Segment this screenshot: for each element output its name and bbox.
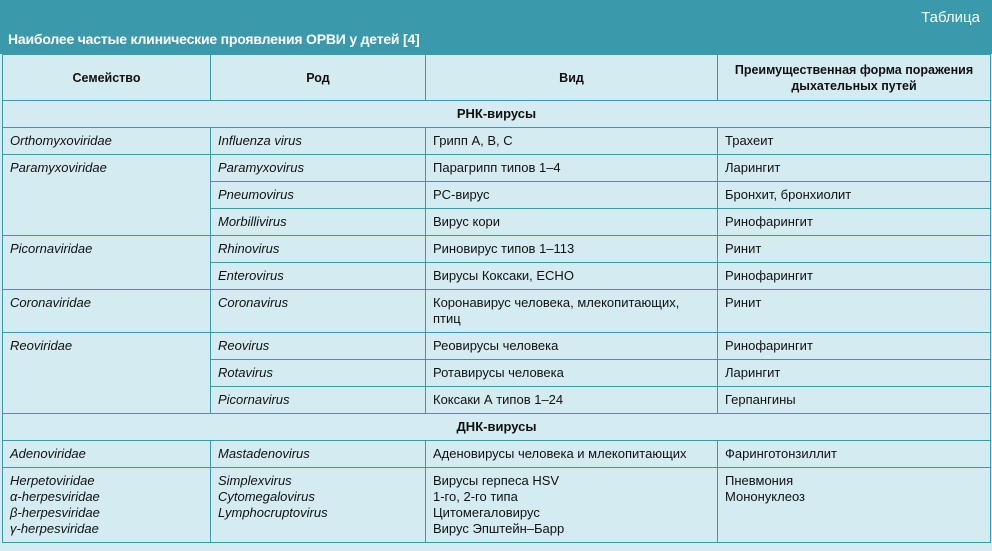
cell-species: Парагрипп типов 1–4 [426, 155, 718, 182]
cell-species: Ротавирусы человека [426, 360, 718, 387]
cell-genus: Rhinovirus [211, 236, 426, 263]
table-row [3, 236, 991, 263]
cell-genus: Mastadenovirus [211, 441, 426, 468]
cell-genus: Coronavirus [211, 290, 426, 333]
form-item: Мононуклеоз [725, 489, 805, 504]
cell-species: Коксаки А типов 1–24 [426, 387, 718, 414]
cell-genus: Paramyxovirus [211, 155, 426, 182]
cell-species: PC-вирус [426, 182, 718, 209]
cell-genus: Picornavirus [211, 387, 426, 414]
cell-family: Orthomyxoviridae [3, 128, 211, 155]
family-item: α-herpesviridae [10, 489, 100, 504]
cell-species: Вирусы Коксаки, ECHO [426, 263, 718, 290]
cell-species-list [426, 468, 718, 543]
table-header-bar [0, 0, 992, 54]
cell-family: Reoviridae [3, 333, 211, 414]
species-item: 1-го, 2-го типа [433, 489, 518, 504]
section-title-rna: РНК-вирусы [3, 101, 991, 128]
cell-form: Ринофарингит [718, 333, 991, 360]
cell-form: Бронхит, бронхиолит [718, 182, 991, 209]
table-row-herpes [3, 468, 991, 543]
family-item: γ-herpesviridae [10, 521, 99, 536]
column-header-genus: Род [211, 55, 426, 101]
species-item: Вирусы герпеса HSV [433, 473, 560, 488]
cell-species: Реовирусы человека [426, 333, 718, 360]
table-row [3, 128, 991, 155]
cell-species: Коронавирус человека, млекопитающих, птиц [426, 290, 718, 333]
column-header-species: Вид [426, 55, 718, 101]
table-row [3, 290, 991, 333]
cell-form: Ринит [718, 236, 991, 263]
cell-family: Picornaviridae [3, 236, 211, 290]
cell-family-list [3, 468, 211, 543]
cell-genus: Reovirus [211, 333, 426, 360]
virus-table [2, 54, 991, 543]
genus-item: Cytomegalovirus [218, 489, 315, 504]
cell-form: Ринит [718, 290, 991, 333]
form-item: Пневмония [725, 473, 794, 488]
cell-species: Грипп А, В, С [426, 128, 718, 155]
cell-form: Герпангины [718, 387, 991, 414]
cell-form: Трахеит [718, 128, 991, 155]
species-item: Вирус Эпштейн–Барр [433, 521, 565, 536]
cell-form: Ларингит [718, 155, 991, 182]
cell-form: Ларингит [718, 360, 991, 387]
cell-family: Adenoviridae [3, 441, 211, 468]
table-row [3, 155, 991, 182]
cell-family: Paramyxoviridae [3, 155, 211, 236]
cell-form: Ринофарингит [718, 263, 991, 290]
cell-genus: Pneumovirus [211, 182, 426, 209]
cell-form: Ринофарингит [718, 209, 991, 236]
species-item: Цитомегаловирус [433, 505, 540, 520]
table-label: Таблица [921, 9, 980, 26]
cell-form: Фаринготонзиллит [718, 441, 991, 468]
genus-item: Lymphocruptovirus [218, 505, 328, 520]
table-row [3, 333, 991, 360]
cell-genus: Rotavirus [211, 360, 426, 387]
family-item: Herpetoviridae [10, 473, 95, 488]
genus-item: Simplexvirus [218, 473, 292, 488]
section-title-dna: ДНК-вирусы [3, 414, 991, 441]
table-caption: Наиболее частые клинические проявления ОРВИ у детей [4] [8, 31, 420, 47]
family-item: β-herpesviridae [10, 505, 100, 520]
cell-form-list [718, 468, 991, 543]
column-header-form: Преимущественная форма поражения дыхательных путей [718, 55, 991, 101]
cell-species: Вирус кори [426, 209, 718, 236]
table-row [3, 441, 991, 468]
column-header-family: Семейство [3, 55, 211, 101]
cell-family: Coronaviridae [3, 290, 211, 333]
column-header-row [3, 55, 991, 101]
section-row-dna [3, 414, 991, 441]
cell-genus: Enterovirus [211, 263, 426, 290]
cell-genus: Influenza virus [211, 128, 426, 155]
cell-species: Аденовирусы человека и млекопитающих [426, 441, 718, 468]
cell-genus-list [211, 468, 426, 543]
section-row-rna [3, 101, 991, 128]
cell-species: Риновирус типов 1–113 [426, 236, 718, 263]
cell-genus: Morbillivirus [211, 209, 426, 236]
